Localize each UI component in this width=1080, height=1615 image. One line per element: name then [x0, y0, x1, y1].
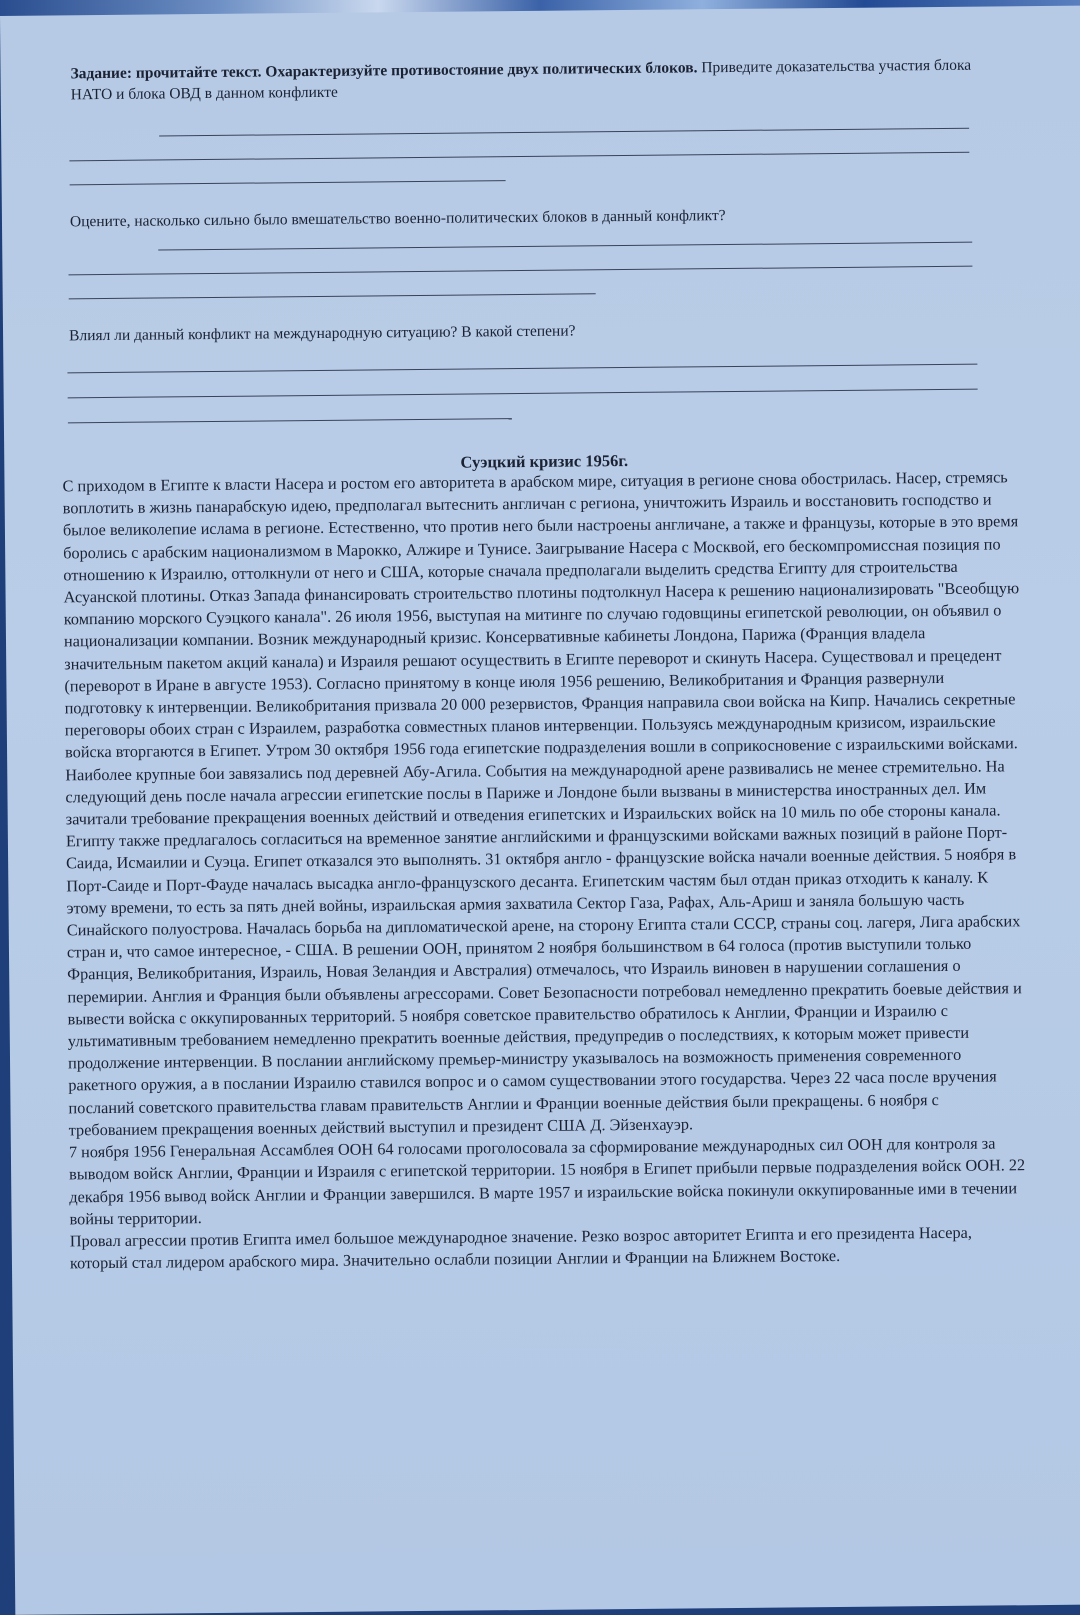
answer-line: [68, 389, 978, 399]
article-title: Суэцкий кризис 1956г.: [460, 450, 629, 472]
answer-line: [158, 242, 972, 251]
answer-line: [69, 293, 596, 299]
answer-line: [68, 418, 512, 423]
answer-line: [69, 152, 969, 162]
answer-line: [159, 128, 969, 137]
answer-line: [70, 180, 506, 185]
article-paragraph: С приходом в Египте к власти Насера и ростом его авторитета в арабском мире, ситуация в регионе снова обострилась. Насер, стремясь воплотить в жизнь панарабскую идею, предполагал вытеснить англичан с региона, уничтожить Израиль и восстановить господство и былое великолепие ислама в регионе. Естественно, что против него были настроены англичане, а также и французы, которые в это время боролись с арабским национализмом в Марокко, Алжире и Тунисе. Заигрывание Насера с Москвой, его бескомпромиссная позиция по отношению к Израилю, оттолкнули от него и США, которые сначала предполагали выделить средства Египту для строительства Асуанской плотины. Отказ Запада финансировать строительство плотины подтолкнул Насера к решению национализировать "Всеобщую компанию морского Суэцкого канала". 26 июля 1956, выступая на митинге по случаю годовщины египетской революции, он объявил о национализации компании. Возник международный кризис. Консервативные кабинеты Лондона, Парижа (Франция владела значительным пакетом акций канала) и Израиля решают осуществить в Египте переворот и скинуть Насера. Существовал и прецедент (переворот в Иране в августе 1953). Согласно принятому в конце июля 1956 решению, Великобритания и Франция развернули подготовку к интервенции. Великобритания призвала 20 000 резервистов, Франция направила свои войска на Кипр. Начались секретные переговоры обоих стран с Израилем, разработка совместных планов интервенции. Пользуясь международным кризисом, израильские войска вторгаются в Египет. Утром 30 октября 1956 года египетские подразделения вошли в соприкосновение с израильскими войсками. Наиболее крупные бои завязались под деревней Абу-Агила. События на международной арене развивались не менее стремительно. На следующий день после начала агрессии египетские послы в Париже и Лондоне были вызваны в министерства иностранных дел. Им зачитали требование прекращения военных действий и отведения египетских и Израильских войск на 10 миль по обе стороны канала. Египту также предлагалось согласиться на временное занятие английскими и французскими войсками важных позиций в районе Порт-Саида, Исмаилии и Суэца. Египет отказался это выполнять. 31 октября англо - французские войска начали военные действия. 5 ноября в Порт-Саиде и Порт-Фауде началась высадка англо-французского десанта. Египетским частям был отдан приказ отходить к каналу. К этому времени, то есть за пять дней войны, израильская армия захватила Сектор Газа, Рафах, Аль-Ариш и заняла большую часть Синайского полуострова. Началась борьба на дипломатической арене, на сторону Египта стали СССР, страны соц. лагеря, Лига арабских стран и, что самое интересное, - США. В решении ООН, принятом 2 ноября большинством в 64 голоса (против выступили только Франция, Великобритания, Израиль, Новая Зеландия и Австралия) отмечалось, что Израиль виновен в нарушении соглашения о перемирии. Англия и Франция были объявлены агрессорами. Совет Безопасности потребовал немедленно прекратить боевые действия и вывести войска с оккупированных территорий. 5 ноября советское правительство обратилось к Англии, Франции и Израилю с ультимативным требованием немедленно прекратить военные действия, предупредив о последствиях, к которым может привести продолжение интервенции. В послании английскому премьер-министру указывалось на возможность применения современного ракетного оружия, а в послании Израилю ставился вопрос и о самом существовании этого государства. Через 22 часа после вручения посланий советского правительства главам правительств Англии и Франции военные действия были прекращены. 6 ноября с требованием прекращения военных действий выступил и президент США Д. Эйзенхауэр.: [62, 467, 1022, 1140]
worksheet-page: [0, 6, 1080, 1615]
task-instructions: [70, 54, 990, 105]
question-2: Влиял ли данный конфликт на международную ситуацию? В какой степени?: [68, 322, 576, 345]
article-paragraph: 7 ноября 1956 Генеральная Ассамблея ООН 64 голосами проголосовала за сформирование международных сил ООН для контроля за выводом войск Англии, Франции и Израиля с египетской территории. 15 ноября в Египет прибыли первые подразделения войск ООН. 22 декабря 1956 вывод войск Англии и Франции завершился. В марте 1957 и израильские войска покинули оккупированные ими в течении войны территории.: [68, 1133, 1026, 1229]
article-body: [62, 466, 1030, 1274]
task-lead-bold: Задание: прочитайте текст. Охарактеризуйте противостояние двух политических блоков.: [70, 59, 698, 83]
question-1: Оцените, насколько сильно было вмешательство военно-политических блоков в данный конфликт?: [69, 207, 726, 231]
answer-line: [67, 364, 977, 374]
article-paragraph: Провал агрессии против Египта имел большое международное значение. Резко возрос авторитет Египта и его президента Насера, который стал лидером арабского мира. Значительно ослабли позиции Англии и Франции на Ближнем Востоке.: [69, 1222, 972, 1273]
answer-line: [68, 266, 972, 276]
task-lead-rest: Приведите доказательства участия блока НАТО и блока ОВД в данном конфликте: [70, 56, 972, 104]
